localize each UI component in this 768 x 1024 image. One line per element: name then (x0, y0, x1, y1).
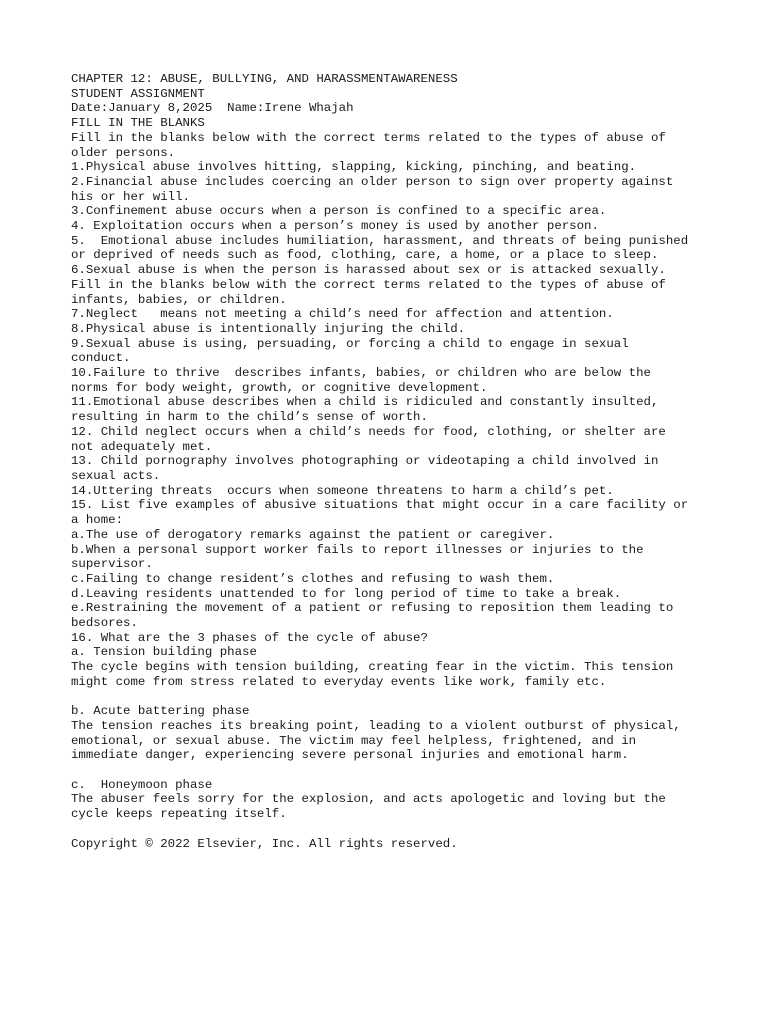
text-line: infants, babies, or children. (71, 292, 287, 307)
text-line (71, 822, 711, 837)
text-line: c. Honeymoon phase (71, 777, 213, 792)
text-line: 2.Financial abuse includes coercing an older person to sign over property against (71, 174, 674, 189)
text-line: 11.Emotional abuse describes when a child is ridiculed and constantly insulted, (71, 395, 659, 410)
text-line: 1.Physical abuse involves hitting, slapping, kicking, pinching, and beating. (71, 160, 637, 175)
text-line: Fill in the blanks below with the correct terms related to the types of abuse of (71, 277, 666, 292)
text-line: sexual acts. (71, 468, 161, 483)
date-name-line: Date:January 8,2025 Name:Irene Whajah (71, 101, 354, 116)
text-line: 3.Confinement abuse occurs when a person is confined to a specific area. (71, 204, 607, 219)
text-line: c.Failing to change resident’s clothes and refusing to wash them. (71, 571, 555, 586)
document-title: CHAPTER 12: ABUSE, BULLYING, AND HARASSMENTAWARENESS (71, 72, 458, 86)
text-line: emotional, or sexual abuse. The victim may feel helpless, frightened, and in (71, 733, 637, 748)
text-line: his or her will. (71, 189, 190, 204)
section-heading: FILL IN THE BLANKS (71, 116, 205, 131)
text-line: The cycle begins with tension building, creating fear in the victim. This tension (71, 660, 674, 675)
text-line: cycle keeps repeating itself. (71, 807, 287, 822)
text-line (71, 763, 711, 778)
text-line: 12. Child neglect occurs when a child’s needs for food, clothing, or shelter are (71, 424, 666, 439)
text-line: 7.Neglect means not meeting a child’s need for affection and attention. (71, 307, 614, 322)
text-line: d.Leaving residents unattended to for long period of time to take a break. (71, 586, 622, 601)
text-line: or deprived of needs such as food, clothing, care, a home, or a place to sleep. (71, 248, 659, 263)
text-line: might come from stress related to everyday events like work, family etc. (71, 674, 607, 689)
document-subtitle: STUDENT ASSIGNMENT (71, 86, 205, 101)
text-line: conduct. (71, 351, 131, 366)
text-line: not adequately met. (71, 439, 213, 454)
text-line: a home: (71, 513, 124, 528)
text-line: supervisor. (71, 557, 153, 572)
text-line: e.Restraining the movement of a patient or refusing to reposition them leading to (71, 601, 674, 616)
text-line: norms for body weight, growth, or cognitive development. (71, 380, 488, 395)
text-line: 15. List five examples of abusive situations that might occur in a care facility or (71, 498, 689, 513)
text-line: older persons. (71, 145, 176, 160)
text-line: 14.Uttering threats occurs when someone threatens to harm a child’s pet. (71, 483, 614, 498)
text-line: 16. What are the 3 phases of the cycle of abuse? (71, 630, 428, 645)
text-line: Fill in the blanks below with the correct terms related to the types of abuse of (71, 130, 666, 145)
text-line: 13. Child pornography involves photographing or videotaping a child involved in (71, 454, 659, 469)
text-line: 5. Emotional abuse includes humiliation, harassment, and threats of being punished (71, 233, 689, 248)
text-line: a.The use of derogatory remarks against the patient or caregiver. (71, 527, 555, 542)
text-line: 4. Exploitation occurs when a person’s money is used by another person. (71, 219, 599, 234)
text-line: 9.Sexual abuse is using, persuading, or forcing a child to engage in sexual (71, 336, 629, 351)
text-line (71, 690, 711, 705)
text-line: The tension reaches its breaking point, leading to a violent outburst of physical, (71, 718, 681, 733)
text-line: immediate danger, experiencing severe personal injuries and emotional harm. (71, 748, 629, 763)
text-line: a. Tension building phase (71, 645, 257, 660)
text-line: b. Acute battering phase (71, 704, 250, 719)
text-line: 10.Failure to thrive describes infants, babies, or children who are below the (71, 366, 651, 381)
text-line: The abuser feels sorry for the explosion, and acts apologetic and loving but the (71, 792, 666, 807)
text-line: 8.Physical abuse is intentionally injuring the child. (71, 321, 466, 336)
text-line: bedsores. (71, 616, 138, 631)
text-line: Copyright © 2022 Elsevier, Inc. All rights reserved. (71, 836, 458, 851)
document-body (71, 131, 711, 851)
document-page (71, 72, 711, 851)
text-line: resulting in harm to the child’s sense of worth. (71, 410, 428, 425)
text-line: b.When a personal support worker fails to report illnesses or injuries to the (71, 542, 644, 557)
text-line: 6.Sexual abuse is when the person is harassed about sex or is attacked sexually. (71, 263, 666, 278)
